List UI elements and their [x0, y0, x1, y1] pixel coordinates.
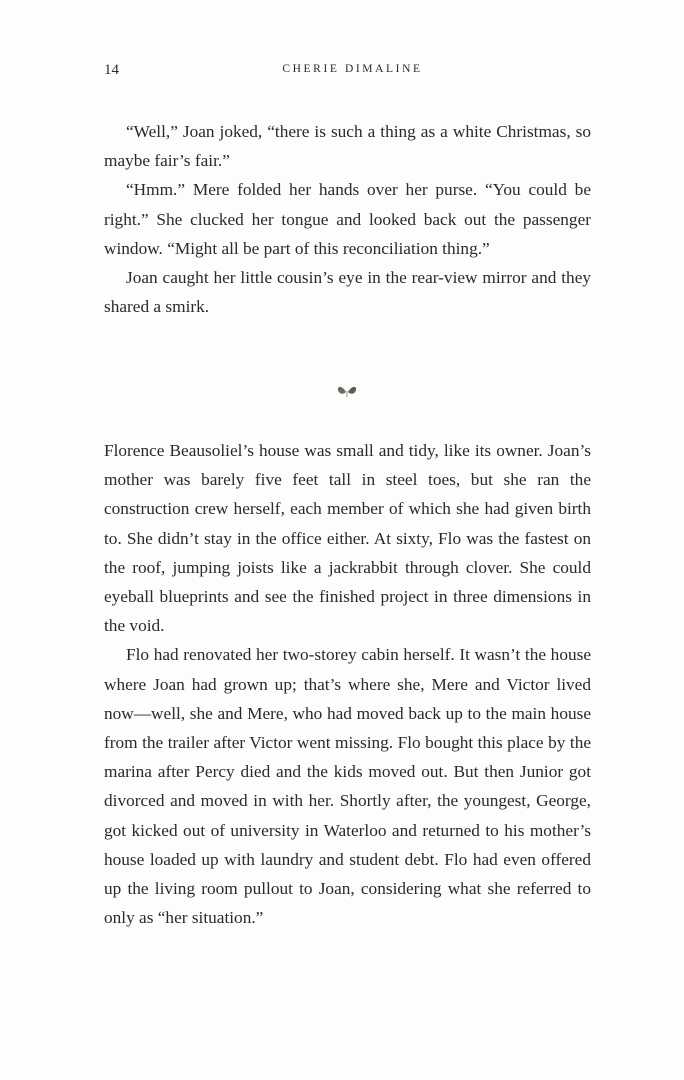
page-number: 14 — [104, 62, 119, 78]
author-name: CHERIE DIMALINE — [282, 63, 423, 75]
paragraph: “Hmm.” Mere folded her hands over her purse. “You could be right.” She clucked her tongue and looked back out the passenger window. “Might all be part of this reconciliation thing.” — [104, 180, 591, 258]
running-head — [104, 62, 591, 82]
section-1 — [104, 117, 591, 321]
paragraph: “Well,” Joan joked, “there is such a thing as a white Christmas, so maybe fair’s fair.” — [104, 122, 591, 171]
paragraph: Flo had renovated her two-storey cabin herself. It wasn’t the house where Joan had grown up; that’s where she, Mere and Victor lived now—well, she and Mere, who had moved back up to the main house from the trailer after Victor went missing. Flo bought this place by the marina after Percy died and the kids moved out. But then Junior got divorced and moved in with her. Shortly after, the youngest, George, got kicked out of university in Waterloo and returned to his mother’s house loaded up with laundry and student debt. Flo had even offered up the living room pullout to Joan, considering what she referred to only as “her situation.” — [104, 645, 591, 928]
paragraph: Florence Beausoliel’s house was small and tidy, like its owner. Joan’s mother was barely five feet tall in steel toes, but she ran the construction crew herself, each member of which she had given birth to. She didn’t stay in the office either. At sixty, Flo was the fastest on the roof, jumping joists like a jackrabbit through clover. She could eyeball blueprints and see the finished project in three dimensions in the void. — [104, 441, 591, 636]
paragraph: Joan caught her little cousin’s eye in the rear-view mirror and they shared a smirk. — [104, 268, 591, 317]
butterfly-ornament-icon — [336, 384, 358, 398]
section-2 — [104, 436, 591, 932]
